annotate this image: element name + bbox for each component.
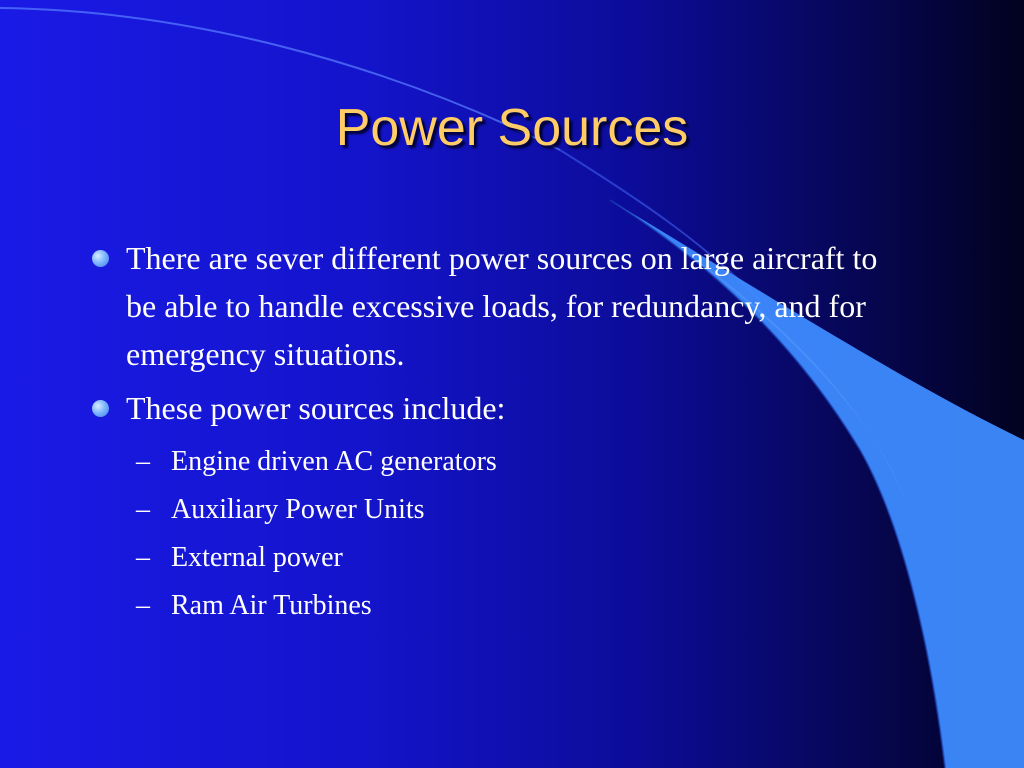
sub-bullet-item [88,486,908,534]
bullet-item [88,234,908,378]
bullet-text: These power sources include: [126,390,506,426]
dash-marker: – [136,446,150,477]
sub-bullet-item [88,534,908,582]
bullet-item [88,384,908,432]
sub-bullet-text: Ram Air Turbines [171,590,372,621]
dash-marker: – [136,590,150,621]
sub-bullet-text: External power [171,542,343,573]
sub-bullet-text: Auxiliary Power Units [171,494,425,525]
dash-marker: – [136,542,150,573]
sub-bullet-item [88,582,908,630]
slide-body [88,234,908,630]
slide-title: Power Sources [335,99,689,157]
sub-bullet-text: Engine driven AC generators [171,446,497,477]
sub-bullet-list [88,438,908,630]
bullet-dot-icon [92,400,109,417]
bullet-text: There are sever different power sources on large aircraft to be able to handle excessive loads, for redundancy, and for emergency situations. [126,240,878,372]
bullet-dot-icon [92,250,109,267]
dash-marker: – [136,494,150,525]
sub-bullet-item [88,438,908,486]
